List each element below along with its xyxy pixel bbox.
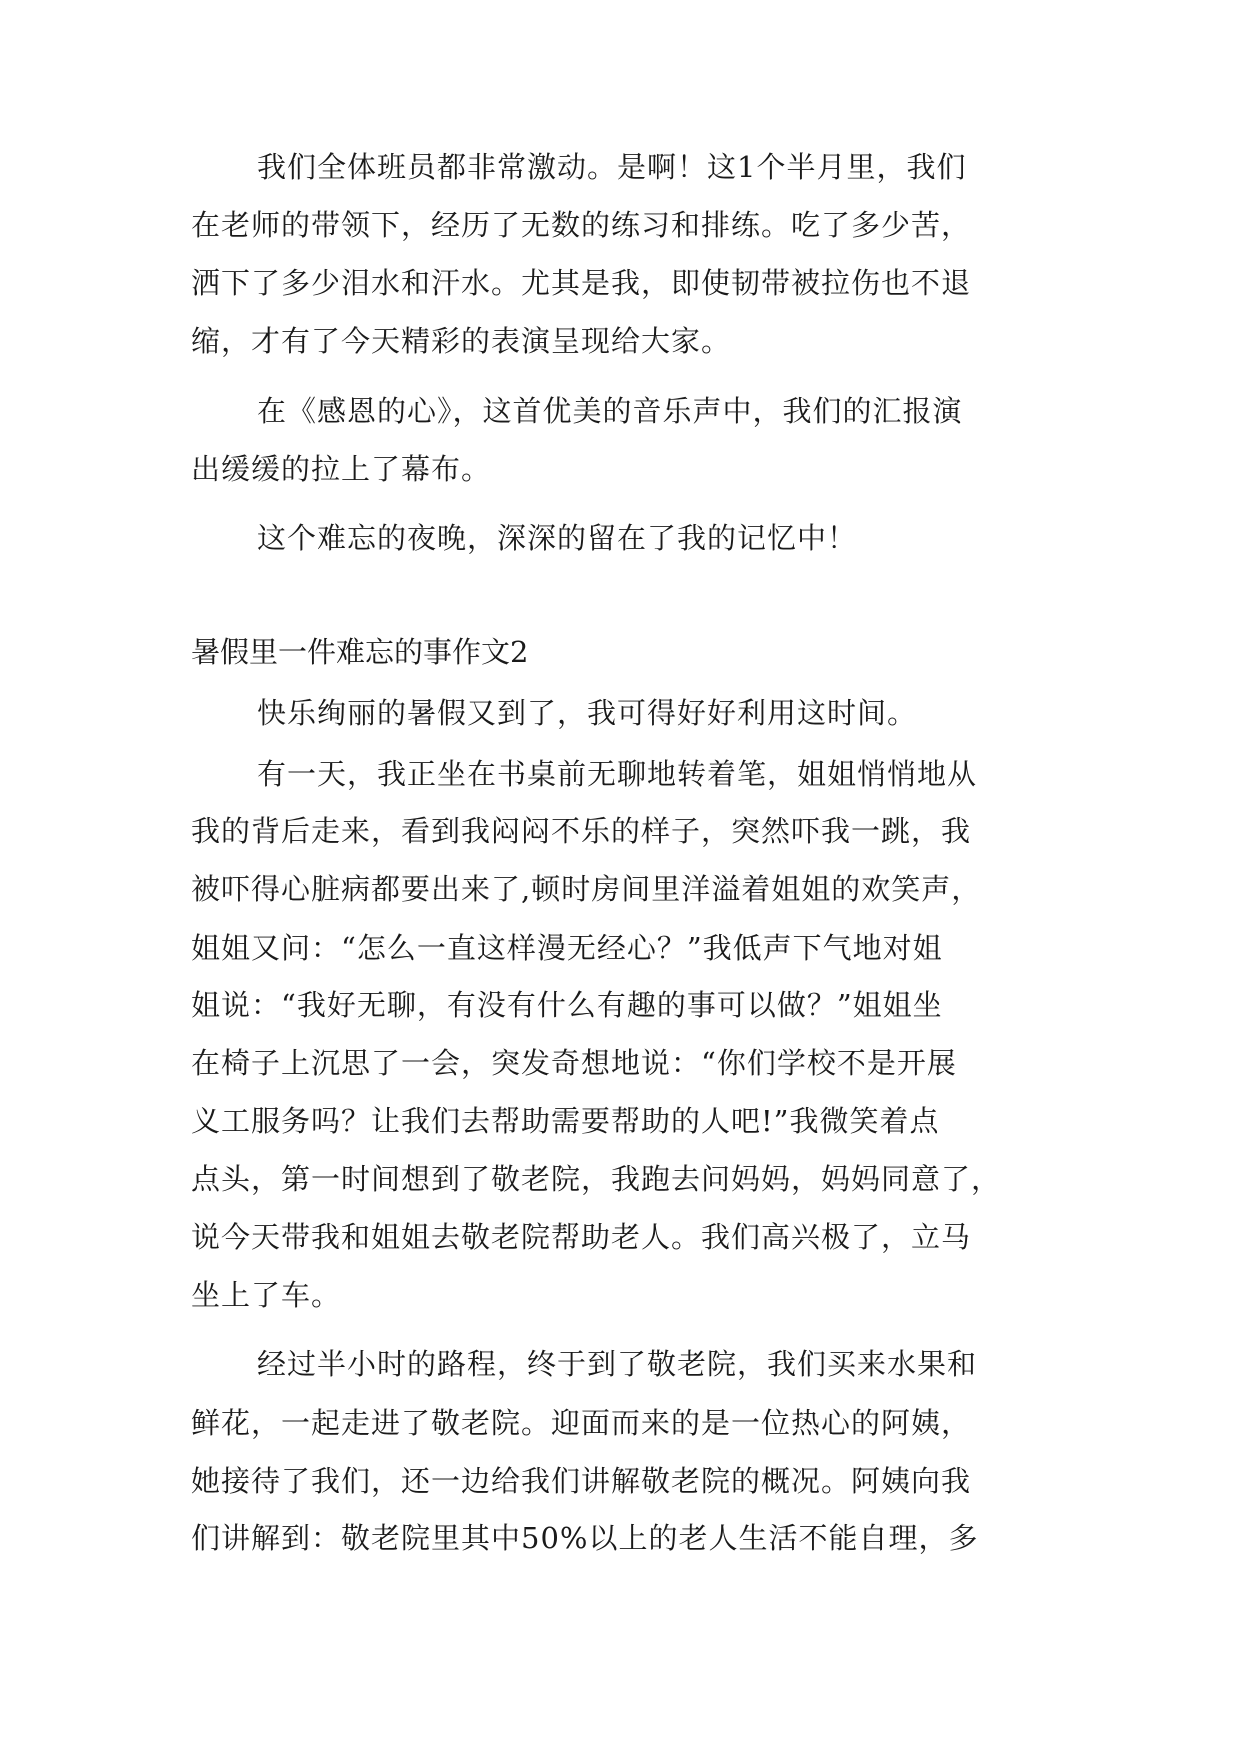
paragraph-line: 我们全体班员都非常激动。是啊！这1个半月里，我们 <box>257 150 967 184</box>
paragraph-line: 在老师的带领下，经历了无数的练习和排练。吃了多少苦， <box>191 208 972 242</box>
paragraph-line: 出缓缓的拉上了幕布。 <box>191 452 492 486</box>
paragraph-line: 们讲解到：敬老院里其中50%以上的老人生活不能自理，多 <box>191 1521 979 1555</box>
paragraph-line: 说今天带我和姐姐去敬老院帮助老人。我们高兴极了，立马 <box>191 1220 972 1254</box>
paragraph-line: 经过半小时的路程，终于到了敬老院，我们买来水果和 <box>257 1347 978 1381</box>
paragraph-line: 在椅子上沉思了一会，突发奇想地说：“你们学校不是开展 <box>191 1046 957 1080</box>
paragraph-line: 快乐绚丽的暑假又到了，我可得好好利用这时间。 <box>257 696 918 730</box>
paragraph-line: 点头，第一时间想到了敬老院，我跑去问妈妈，妈妈同意了， <box>191 1162 1002 1196</box>
paragraph-line: 在《感恩的心》，这首优美的音乐声中，我们的汇报演 <box>257 394 963 428</box>
paragraph-line: 姐说：“我好无聊，有没有什么有趣的事可以做？”姐姐坐 <box>191 988 943 1022</box>
paragraph-line: 这个难忘的夜晚，深深的留在了我的记忆中！ <box>257 521 858 555</box>
paragraph-line: 有一天，我正坐在书桌前无聊地转着笔，姐姐悄悄地从 <box>257 757 978 791</box>
paragraph-line: 我的背后走来，看到我闷闷不乐的样子，突然吓我一跳，我 <box>191 814 972 848</box>
paragraph-line: 坐上了车。 <box>191 1278 342 1312</box>
paragraph-line: 义工服务吗？让我们去帮助需要帮助的人吧!”我微笑着点 <box>191 1104 940 1138</box>
paragraph-line: 洒下了多少泪水和汗水。尤其是我，即使韧带被拉伤也不退 <box>191 266 972 300</box>
paragraph-line: 她接待了我们，还一边给我们讲解敬老院的概况。阿姨向我 <box>191 1464 972 1498</box>
paragraph-line: 被吓得心脏病都要出来了,顿时房间里洋溢着姐姐的欢笑声， <box>191 872 982 906</box>
paragraph-line: 缩，才有了今天精彩的表演呈现给大家。 <box>191 324 732 358</box>
paragraph-line: 姐姐又问：“怎么一直这样漫无经心？”我低声下气地对姐 <box>191 931 943 965</box>
paragraph-line: 鲜花，一起走进了敬老院。迎面而来的是一位热心的阿姨， <box>191 1406 972 1440</box>
section-title: 暑假里一件难忘的事作文2 <box>191 635 529 669</box>
